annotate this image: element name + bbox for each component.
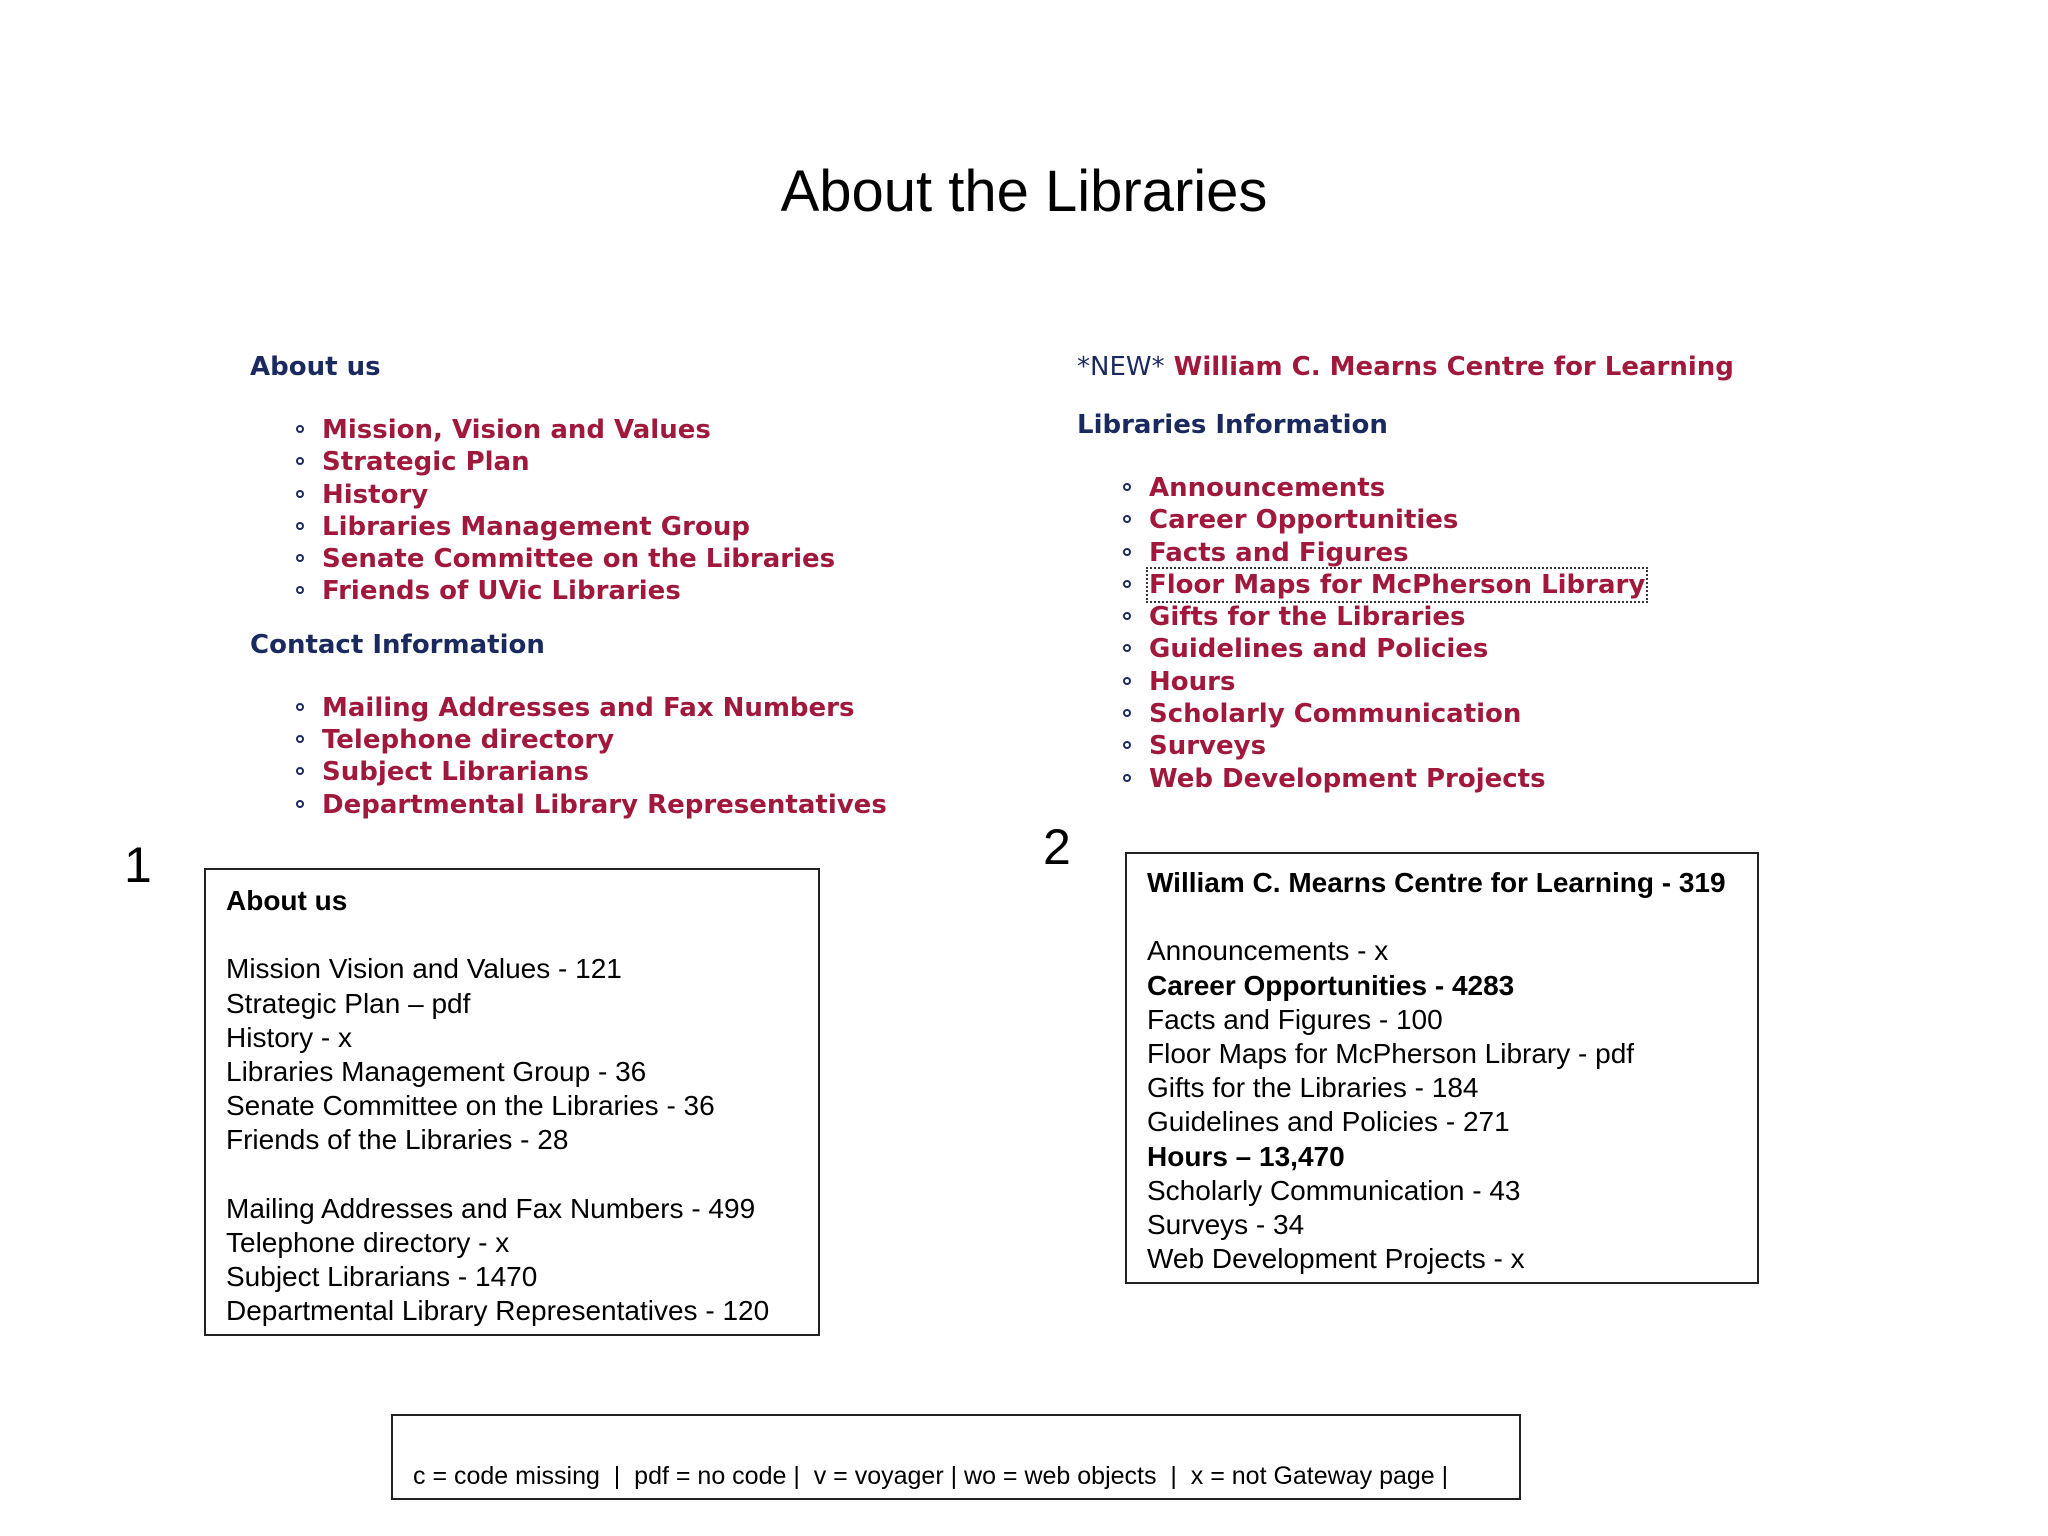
box1-item: Senate Committee on the Libraries - 36 [226, 1090, 715, 1122]
libraries-information-link-list [1123, 472, 1734, 795]
link-friends-of-uvic-libraries[interactable]: Friends of UVic Libraries [296, 575, 887, 607]
box2-item: Facts and Figures - 100 [1147, 1003, 1443, 1035]
new-tag: *NEW* [1077, 352, 1165, 382]
circle-bullet-icon [1123, 483, 1131, 491]
box2-item-highlight: Career Opportunities - 4283 [1147, 969, 1515, 1001]
circle-bullet-icon [1123, 612, 1131, 620]
circle-bullet-icon [1123, 677, 1131, 685]
slide-title: About the Libraries [780, 159, 1268, 224]
about-us-link-list [296, 414, 887, 608]
section-number-1: 1 [124, 837, 152, 893]
left-web-panel [250, 352, 887, 821]
link-web-development-projects[interactable]: Web Development Projects [1123, 763, 1734, 795]
box-libraries-information-counts [1125, 852, 1759, 1284]
circle-bullet-icon [296, 490, 304, 498]
circle-bullet-icon [296, 554, 304, 562]
link-mission-vision-values[interactable]: Mission, Vision and Values [296, 414, 887, 446]
circle-bullet-icon [296, 457, 304, 465]
link-facts-and-figures[interactable]: Facts and Figures [1123, 537, 1734, 569]
box2-item-highlight: Hours – 13,470 [1147, 1140, 1345, 1172]
link-mailing-addresses[interactable]: Mailing Addresses and Fax Numbers [296, 692, 887, 724]
new-centre-line [1077, 352, 1734, 392]
box2-item: Announcements - x [1147, 935, 1389, 967]
circle-bullet-icon [296, 425, 304, 433]
box2-item: Web Development Projects - x [1147, 1243, 1525, 1275]
circle-bullet-icon [1123, 774, 1131, 782]
box2-item: Scholarly Communication - 43 [1147, 1174, 1521, 1206]
section-number-2: 2 [1043, 819, 1071, 875]
circle-bullet-icon [296, 800, 304, 808]
link-subject-librarians[interactable]: Subject Librarians [296, 756, 887, 788]
circle-bullet-icon [1123, 548, 1131, 556]
right-web-panel [1077, 352, 1734, 795]
box2-item: Gifts for the Libraries - 184 [1147, 1072, 1479, 1104]
link-strategic-plan[interactable]: Strategic Plan [296, 446, 887, 478]
box1-item: History - x [226, 1021, 352, 1053]
box1-item: Strategic Plan – pdf [226, 987, 471, 1019]
box1-item: Mailing Addresses and Fax Numbers - 499 [226, 1192, 756, 1224]
box2-item: Surveys - 34 [1147, 1208, 1305, 1240]
box1-item: Telephone directory - x [226, 1226, 510, 1258]
link-career-opportunities[interactable]: Career Opportunities [1123, 504, 1734, 536]
legend-box [391, 1414, 1521, 1500]
link-telephone-directory[interactable]: Telephone directory [296, 724, 887, 756]
circle-bullet-icon [296, 522, 304, 530]
contact-information-heading: Contact Information [250, 629, 545, 660]
box2-heading: William C. Mearns Centre for Learning - 319 [1147, 867, 1726, 898]
link-floor-maps[interactable]: Floor Maps for McPherson Library [1123, 569, 1734, 601]
link-guidelines-and-policies[interactable]: Guidelines and Policies [1123, 633, 1734, 665]
link-mearns-centre[interactable]: William C. Mearns Centre for Learning [1173, 352, 1734, 382]
link-hours[interactable]: Hours [1123, 666, 1734, 698]
circle-bullet-icon [1123, 580, 1131, 588]
circle-bullet-icon [1123, 741, 1131, 749]
libraries-information-heading: Libraries Information [1077, 410, 1388, 440]
box1-item: Friends of the Libraries - 28 [226, 1124, 569, 1156]
contact-link-list [296, 692, 887, 821]
circle-bullet-icon [1123, 709, 1131, 717]
box1-item: Mission Vision and Values - 121 [226, 953, 622, 985]
link-scholarly-communication[interactable]: Scholarly Communication [1123, 698, 1734, 730]
about-us-heading: About us [250, 352, 381, 382]
circle-bullet-icon [1123, 644, 1131, 652]
link-senate-committee[interactable]: Senate Committee on the Libraries [296, 543, 887, 575]
link-libraries-management-group[interactable]: Libraries Management Group [296, 511, 887, 543]
circle-bullet-icon [296, 735, 304, 743]
link-departmental-library-representatives[interactable]: Departmental Library Representatives [296, 789, 887, 821]
circle-bullet-icon [1123, 515, 1131, 523]
box1-item: Libraries Management Group - 36 [226, 1055, 647, 1087]
box1-item: Subject Librarians - 1470 [226, 1261, 538, 1293]
box2-item: Floor Maps for McPherson Library - pdf [1147, 1037, 1635, 1069]
link-announcements[interactable]: Announcements [1123, 472, 1734, 504]
box2-item: Guidelines and Policies - 271 [1147, 1106, 1510, 1138]
link-history[interactable]: History [296, 479, 887, 511]
box1-heading: About us [226, 885, 348, 916]
legend-text: c = code missing | pdf = no code | v = voyager | wo = web objects | x = not Gateway page | [413, 1462, 1449, 1490]
circle-bullet-icon [296, 703, 304, 711]
box1-item: Departmental Library Representatives - 120 [226, 1295, 770, 1327]
link-gifts-for-libraries[interactable]: Gifts for the Libraries [1123, 601, 1734, 633]
link-surveys[interactable]: Surveys [1123, 730, 1734, 762]
box-about-us-counts [204, 868, 820, 1336]
circle-bullet-icon [296, 586, 304, 594]
circle-bullet-icon [296, 767, 304, 775]
